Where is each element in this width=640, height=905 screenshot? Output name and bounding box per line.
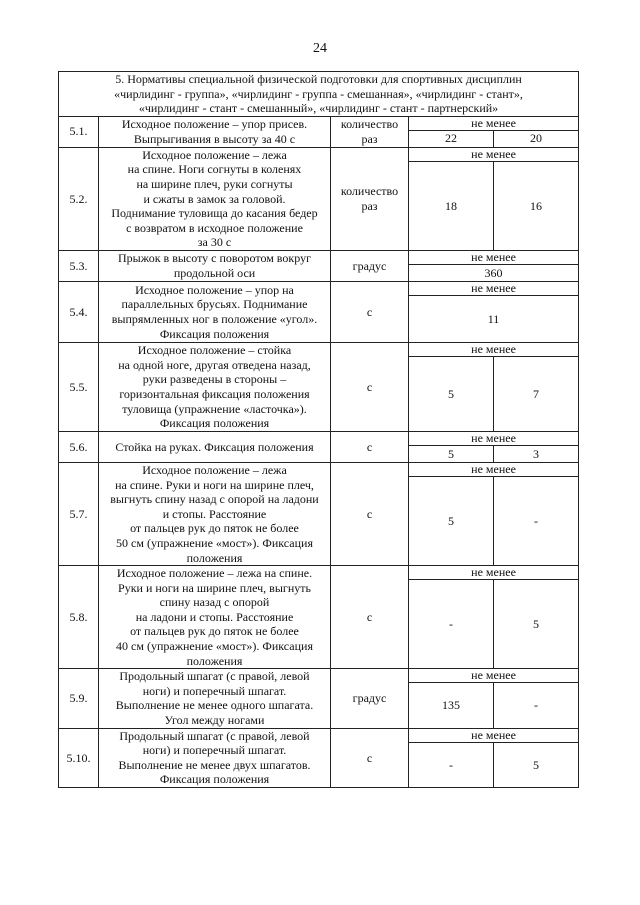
row-number: 5.3. — [59, 250, 99, 281]
norm-value: 3 — [494, 445, 579, 462]
subheader-min: не менее — [409, 566, 579, 580]
exercise-description — [99, 566, 331, 669]
exercise-line: выпрямленных ног в положение «угол». — [111, 311, 318, 326]
exercise-line: Исходное положение – стойка — [137, 343, 292, 358]
norm-value: 5 — [409, 356, 494, 431]
unit-line: количество — [340, 184, 399, 199]
exercise-line: на спине. Руки и ноги на ширине плеч, — [115, 477, 314, 492]
exercise-description — [99, 342, 331, 431]
unit-line: с — [366, 439, 373, 454]
exercise-line: Фиксация положения — [159, 326, 270, 341]
unit-line: с — [366, 379, 373, 394]
norm-value: - — [494, 683, 579, 728]
norm-value: 360 — [409, 264, 579, 281]
exercise-line: туловища (упражнение «ласточка»). — [122, 401, 307, 416]
subheader-min: не менее — [409, 462, 579, 476]
unit-of-measure — [331, 462, 409, 565]
exercise-line: от пальцев рук до пяток не более — [130, 521, 299, 536]
exercise-line: Фиксация положения — [159, 416, 270, 431]
norm-row — [59, 669, 579, 683]
norm-value: 135 — [409, 683, 494, 728]
subheader-min: не менее — [409, 431, 579, 445]
section-header-line: «чирлидинг - стант - смешанный», «чирлидинг - стант - партнерский» — [138, 101, 499, 116]
unit-line: с — [366, 609, 373, 624]
exercise-description — [99, 431, 331, 462]
exercise-description — [99, 250, 331, 281]
norm-value: 5 — [494, 580, 579, 669]
norm-value: 5 — [409, 445, 494, 462]
exercise-line: Стойка на руках. Фиксация положения — [115, 439, 314, 454]
norm-row — [59, 116, 579, 130]
subheader-min: не менее — [409, 116, 579, 130]
exercise-line: ноги) и поперечный шпагат. — [142, 743, 287, 758]
section-header-line: «чирлидинг - группа», «чирлидинг - группа - смешанная», «чирлидинг - стант», — [114, 86, 523, 101]
unit-line: с — [366, 750, 373, 765]
exercise-line: Выполнение не менее одного шпагата. — [115, 698, 314, 713]
page-number: 24 — [313, 41, 327, 56]
unit-line: градус — [352, 691, 387, 706]
unit-of-measure — [331, 669, 409, 728]
section-header-line: 5. Нормативы специальной физической подготовки для спортивных дисциплин — [115, 72, 522, 86]
exercise-line: Выпрыгивания в высоту за 40 с — [133, 131, 296, 146]
unit-line: с — [366, 506, 373, 521]
unit-of-measure — [331, 116, 409, 147]
subheader-min: не менее — [409, 728, 579, 742]
exercise-description — [99, 147, 331, 250]
exercise-line: с возвратом в исходное положение — [126, 220, 303, 235]
exercise-line: Продольный шпагат (с правой, левой — [119, 669, 310, 684]
row-number: 5.6. — [59, 431, 99, 462]
row-number: 5.7. — [59, 462, 99, 565]
norm-value: 22 — [409, 130, 494, 147]
exercise-line: и стопы. Расстояние — [162, 506, 267, 521]
norm-value: 11 — [409, 295, 579, 342]
row-number: 5.9. — [59, 669, 99, 728]
unit-line: с — [366, 304, 373, 319]
unit-line: раз — [361, 131, 378, 146]
exercise-line: и сжаты в замок за головой. — [143, 191, 286, 206]
unit-line: градус — [352, 258, 387, 273]
exercise-line: 50 см (упражнение «мост»). Фиксация — [116, 535, 313, 550]
row-number: 5.8. — [59, 566, 99, 669]
unit-line: раз — [361, 198, 378, 213]
exercise-line: горизонтальная фиксация положения — [119, 386, 310, 401]
section-header — [59, 72, 579, 117]
section-header-row — [59, 72, 579, 117]
norm-row — [59, 281, 579, 295]
row-number: 5.2. — [59, 147, 99, 250]
norm-row — [59, 147, 579, 161]
exercise-line: выгнуть спину назад с опорой на ладони — [110, 492, 319, 507]
unit-of-measure — [331, 342, 409, 431]
norm-row — [59, 728, 579, 742]
exercise-description — [99, 116, 331, 147]
exercise-line: ноги) и поперечный шпагат. — [142, 683, 287, 698]
exercise-line: на одной ноге, другая отведена назад, — [118, 357, 311, 372]
exercise-line: на спине. Ноги согнуты в коленях — [127, 162, 302, 177]
norm-value: 5 — [494, 742, 579, 787]
norm-row — [59, 462, 579, 476]
norm-value: - — [494, 476, 579, 565]
exercise-line: Исходное положение – лежа на спине. — [116, 566, 313, 581]
exercise-line: Исходное положение – лежа — [142, 147, 287, 162]
exercise-line: на ладони и стопы. Расстояние — [135, 609, 294, 624]
exercise-line: руки разведены в стороны – — [142, 372, 287, 387]
exercise-line: Угол между ногами — [164, 713, 265, 728]
exercise-line: Исходное положение – упор присев. — [121, 117, 308, 132]
subheader-min: не менее — [409, 281, 579, 295]
norm-value: - — [409, 742, 494, 787]
norm-value: 7 — [494, 356, 579, 431]
unit-of-measure — [331, 728, 409, 787]
exercise-line: Руки и ноги на ширине плеч, выгнуть — [118, 580, 311, 595]
norms-table — [58, 71, 579, 788]
exercise-description — [99, 669, 331, 728]
row-number: 5.10. — [59, 728, 99, 787]
exercise-description — [99, 728, 331, 787]
exercise-description — [99, 281, 331, 342]
unit-of-measure — [331, 281, 409, 342]
exercise-line: положения — [186, 653, 243, 668]
exercise-line: на ширине плеч, руки согнуты — [136, 176, 293, 191]
norm-value: 18 — [409, 162, 494, 251]
norm-row — [59, 342, 579, 356]
norm-value: 20 — [494, 130, 579, 147]
exercise-line: положения — [186, 550, 243, 565]
exercise-line: Фиксация положения — [159, 772, 270, 787]
exercise-line: спину назад с опорой — [159, 595, 270, 610]
subheader-min: не менее — [409, 342, 579, 356]
unit-of-measure — [331, 147, 409, 250]
exercise-line: Выполнение не менее двух шпагатов. — [118, 757, 311, 772]
exercise-line: за 30 с — [197, 235, 232, 250]
subheader-min: не менее — [409, 250, 579, 264]
subheader-min: не менее — [409, 147, 579, 161]
exercise-line: Продольный шпагат (с правой, левой — [119, 728, 310, 743]
subheader-min: не менее — [409, 669, 579, 683]
unit-line: количество — [340, 117, 399, 132]
norm-value: - — [409, 580, 494, 669]
exercise-line: параллельных брусьях. Поднимание — [121, 297, 308, 312]
exercise-line: от пальцев рук до пяток не более — [130, 624, 299, 639]
unit-of-measure — [331, 566, 409, 669]
unit-of-measure — [331, 250, 409, 281]
norm-row — [59, 431, 579, 445]
exercise-description — [99, 462, 331, 565]
exercise-line: Исходное положение – лежа — [142, 462, 287, 477]
exercise-line: Прыжок в высоту с поворотом вокруг — [117, 251, 311, 266]
norm-row — [59, 566, 579, 580]
exercise-line: 40 см (упражнение «мост»). Фиксация — [116, 639, 313, 654]
exercise-line: продольной оси — [173, 265, 256, 280]
norm-value: 16 — [494, 162, 579, 251]
exercise-line: Исходное положение – упор на — [135, 282, 294, 297]
row-number: 5.4. — [59, 281, 99, 342]
norm-value: 5 — [409, 476, 494, 565]
row-number: 5.5. — [59, 342, 99, 431]
row-number: 5.1. — [59, 116, 99, 147]
unit-of-measure — [331, 431, 409, 462]
exercise-line: Поднимание туловища до касания бедер — [111, 206, 318, 221]
norm-row — [59, 250, 579, 264]
